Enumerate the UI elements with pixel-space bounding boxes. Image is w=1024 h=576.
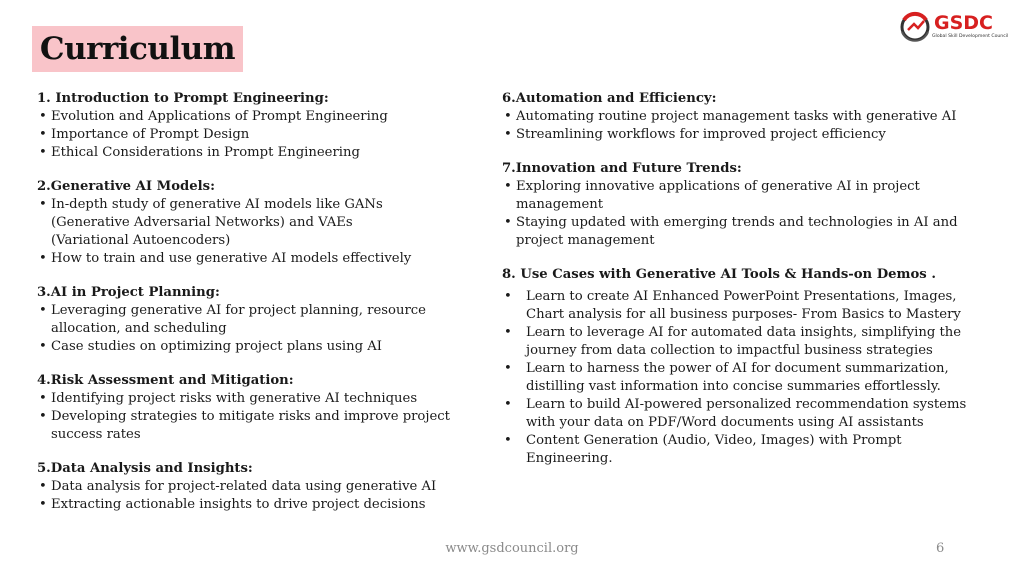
list-item: • How to train and use generative AI models effectively (37, 250, 477, 268)
section-heading: 3.AI in Project Planning: (37, 285, 220, 300)
gsdc-logo (896, 10, 1009, 46)
list-item: • Staying updated with emerging trends and technologies in AI and project management (502, 214, 992, 250)
section-7 (502, 160, 992, 250)
list-item: • Identifying project risks with generative AI techniques (37, 390, 477, 408)
right-column (502, 90, 992, 484)
list-item: • Case studies on optimizing project plans using AI (37, 338, 477, 356)
logo-brand: GSDC (934, 12, 993, 34)
list-item: • Developing strategies to mitigate risks and improve project success rates (37, 408, 477, 444)
section-8 (502, 266, 992, 468)
section-heading: 7.Innovation and Future Trends: (502, 161, 742, 176)
list-item: • Learn to create AI Enhanced PowerPoint Presentations, Images, Chart analysis for all business purposes- From Basics to Mastery (502, 288, 992, 324)
section-2 (37, 178, 477, 268)
section-3 (37, 284, 477, 356)
list-item: • Learn to harness the power of AI for document summarization, distilling vast information into concise summaries effortlessly. (502, 360, 992, 396)
list-item: • Extracting actionable insights to drive project decisions (37, 496, 477, 514)
section-heading: 1. Introduction to Prompt Engineering: (37, 91, 329, 106)
list-item: • Learn to leverage AI for automated data insights, simplifying the journey from data collection to impactful business strategies (502, 324, 992, 360)
list-item: • Content Generation (Audio, Video, Images) with Prompt Engineering. (502, 432, 992, 468)
list-item: • Learn to build AI-powered personalized recommendation systems with your data on PDF/Word documents using AI assistants (502, 396, 992, 432)
section-4 (37, 372, 477, 444)
section-heading: 4.Risk Assessment and Mitigation: (37, 373, 294, 388)
page-number: 6 (936, 541, 945, 556)
list-item: • Exploring innovative applications of generative AI in project management (502, 178, 992, 214)
section-heading: 8. Use Cases with Generative AI Tools & Hands-on Demos . (502, 267, 936, 282)
list-item: • Importance of Prompt Design (37, 126, 477, 144)
list-item: • Data analysis for project-related data using generative AI (37, 478, 477, 496)
footer-url: www.gsdcouncil.org (445, 541, 579, 556)
list-item: • Automating routine project management tasks with generative AI (502, 108, 992, 126)
section-6 (502, 90, 992, 144)
gsdc-globe-logo-icon (898, 10, 932, 44)
section-heading: 2.Generative AI Models: (37, 179, 215, 194)
list-item: • Streamlining workflows for improved project efficiency (502, 126, 992, 144)
section-heading: 6.Automation and Efficiency: (502, 91, 717, 106)
list-item: • Ethical Considerations in Prompt Engineering (37, 144, 477, 162)
logo-tagline: Global Skill Development Council (932, 34, 1009, 39)
section-5 (37, 460, 477, 514)
section-1 (37, 90, 477, 162)
page-title: Curriculum (39, 31, 236, 67)
left-column (37, 90, 477, 530)
title-banner (32, 26, 243, 72)
list-item: • In-depth study of generative AI models like GANs (Generative Adversarial Networks) and VAEs (Variational Autoencoders) (37, 196, 477, 250)
section-heading: 5.Data Analysis and Insights: (37, 461, 253, 476)
list-item: • Evolution and Applications of Prompt Engineering (37, 108, 477, 126)
list-item: • Leveraging generative AI for project planning, resource allocation, and scheduling (37, 302, 477, 338)
